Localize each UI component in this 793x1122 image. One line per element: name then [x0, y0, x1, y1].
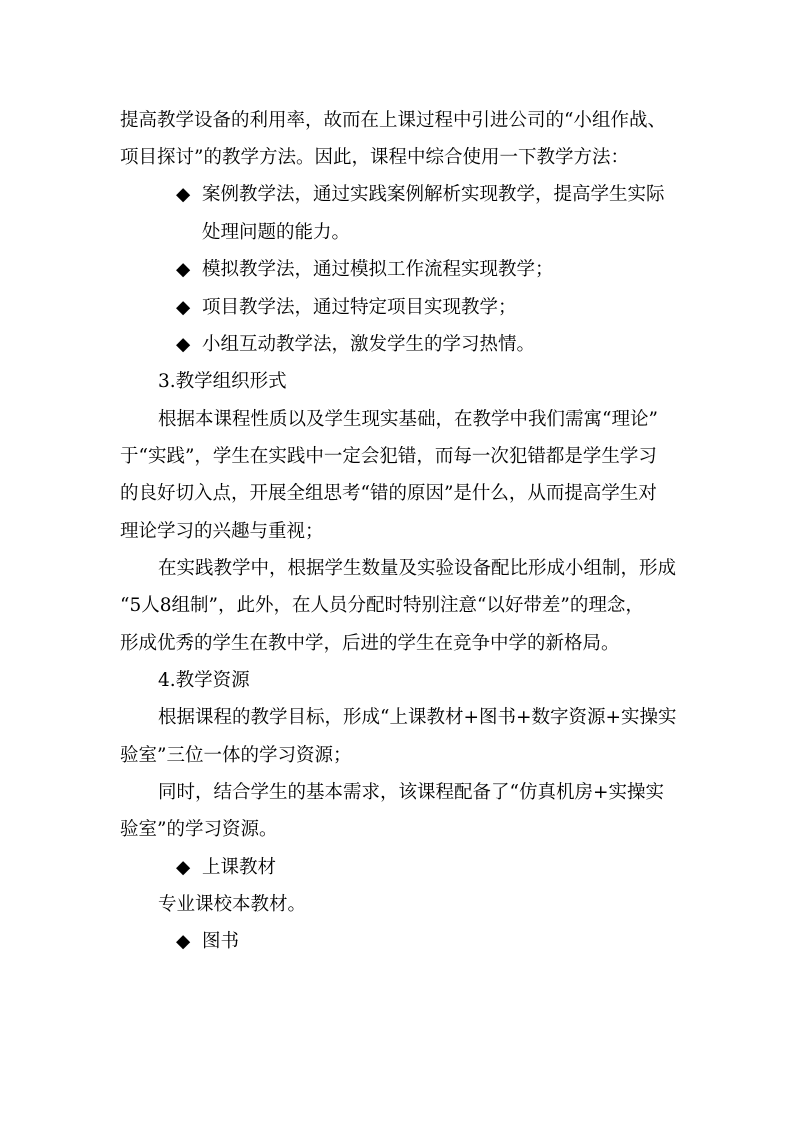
section-heading: 4.教学资源 [158, 670, 250, 691]
bullet-item [176, 296, 517, 320]
paragraph-line: 理论学习的兴趣与重视； [120, 521, 324, 542]
section-heading: 3.教学组织形式 [158, 371, 287, 392]
paragraph-line: 形成优秀的学生在教中学，后进的学生在竞争中学的新格局。 [120, 633, 620, 654]
bullet-text: 项目教学法，通过特定项目实现教学； [202, 297, 517, 318]
bullet-text: 模拟教学法，通过模拟工作流程实现教学； [202, 259, 554, 280]
bullet-item [176, 856, 276, 880]
bullet-item [176, 333, 535, 357]
paragraph-line: 在实践教学中，根据学生数量及实验设备配比形成小组制，形成 [158, 558, 677, 579]
bullet-text: 案例教学法，通过实践案例解析实现教学，提高学生实际 [202, 184, 665, 205]
paragraph-line: 根据本课程性质以及学生现实基础，在教学中我们需寓“理论” [158, 409, 658, 430]
diamond-bullet-icon: ◆ [176, 334, 191, 355]
paragraph-line: 同时，结合学生的基本需求，该课程配备了“仿真机房+实操实 [158, 782, 664, 803]
paragraph-line: 于“实践”，学生在实践中一定会犯错，而每一次犯错都是学生学习 [120, 446, 657, 467]
paragraph-line: 的良好切入点，开展全组思考“错的原因”是什么，从而提高学生对 [120, 483, 657, 504]
diamond-bullet-icon: ◆ [176, 259, 191, 280]
bullet-item [176, 930, 239, 954]
bullet-item [176, 183, 665, 207]
paragraph-line: 项目探讨”的教学方法。因此，课程中综合使用一下教学方法： [120, 147, 629, 168]
bullet-text-continuation: 处理问题的能力。 [202, 222, 351, 243]
bullet-text: 图书 [202, 931, 240, 952]
paragraph-line: “5人8组制”，此外，在人员分配时特别注意“以好带差”的理念， [120, 595, 644, 616]
paragraph-line: 验室”的学习资源。 [120, 819, 278, 840]
diamond-bullet-icon: ◆ [176, 857, 191, 878]
diamond-bullet-icon: ◆ [176, 297, 191, 318]
diamond-bullet-icon: ◆ [176, 931, 191, 952]
bullet-item [176, 258, 554, 282]
paragraph-line: 验室”三位一体的学习资源； [120, 745, 352, 766]
bullet-text: 小组互动教学法，激发学生的学习热情。 [202, 334, 536, 355]
diamond-bullet-icon: ◆ [176, 184, 191, 205]
paragraph-line: 根据课程的教学目标，形成“上课教材+图书+数字资源+实操实 [158, 707, 677, 728]
paragraph-line: 提高教学设备的利用率，故而在上课过程中引进公司的“小组作战、 [120, 110, 666, 131]
paragraph-line: 专业课校本教材。 [158, 894, 307, 915]
bullet-text: 上课教材 [202, 857, 277, 878]
